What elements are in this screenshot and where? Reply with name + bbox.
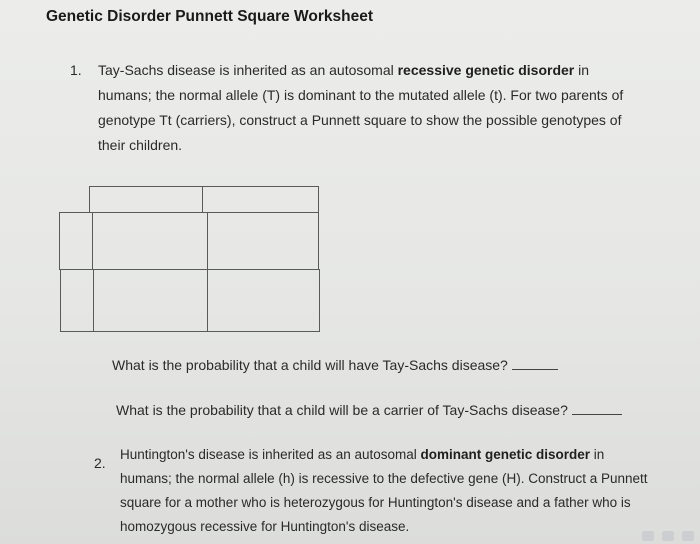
question-1-line-1: Tay-Sachs disease is inherited as an autosomal recessive genetic disorder in bbox=[98, 62, 590, 78]
question-1a-answer-blank[interactable] bbox=[512, 369, 558, 370]
screen-edge-icon bbox=[642, 531, 654, 541]
question-2-line-3: square for a mother who is heterozygous for Huntington's disease and a father who is bbox=[120, 495, 631, 510]
punnett-side-cell-2[interactable] bbox=[60, 269, 94, 332]
worksheet-title: Genetic Disorder Punnett Square Worksheet bbox=[46, 8, 374, 25]
punnett-header-cell-1[interactable] bbox=[89, 186, 203, 213]
punnett-cell-1-2[interactable] bbox=[207, 212, 319, 270]
question-2-text bbox=[120, 443, 648, 539]
question-1a bbox=[112, 357, 558, 373]
question-1-number: 1. bbox=[70, 62, 82, 78]
question-1-line-2: humans; the normal allele (T) is dominant to the mutated allele (t). For two parents of bbox=[98, 87, 624, 103]
question-1-text bbox=[98, 58, 623, 158]
question-1-line-4: their children. bbox=[98, 137, 183, 153]
screen-edge-icons bbox=[520, 528, 700, 544]
question-1a-text: What is the probability that a child will have Tay-Sachs disease? bbox=[112, 357, 508, 373]
question-1b-answer-blank[interactable] bbox=[572, 414, 622, 415]
screen-edge-icon bbox=[662, 531, 674, 541]
question-2-line-2: humans; the normal allele (h) is recessive to the defective gene (H). Construct a Punnett bbox=[120, 471, 648, 486]
question-2-line-1: Huntington's disease is inherited as an autosomal dominant genetic disorder in bbox=[120, 447, 605, 462]
screen-edge-icon bbox=[682, 531, 694, 541]
punnett-cell-1-1[interactable] bbox=[92, 212, 208, 270]
punnett-side-cell-1[interactable] bbox=[59, 212, 93, 270]
question-1b-text: What is the probability that a child will be a carrier of Tay-Sachs disease? bbox=[116, 402, 568, 418]
punnett-header-cell-2[interactable] bbox=[202, 186, 319, 213]
punnett-cell-2-2[interactable] bbox=[207, 269, 320, 332]
question-1-line-3: genotype Tt (carriers), construct a Punnett square to show the possible genotypes of bbox=[98, 112, 622, 128]
question-1b bbox=[116, 402, 622, 418]
question-2-number: 2. bbox=[94, 455, 106, 471]
question-2-line-4: homozygous recessive for Huntington's disease. bbox=[120, 519, 410, 534]
punnett-cell-2-1[interactable] bbox=[93, 269, 208, 332]
